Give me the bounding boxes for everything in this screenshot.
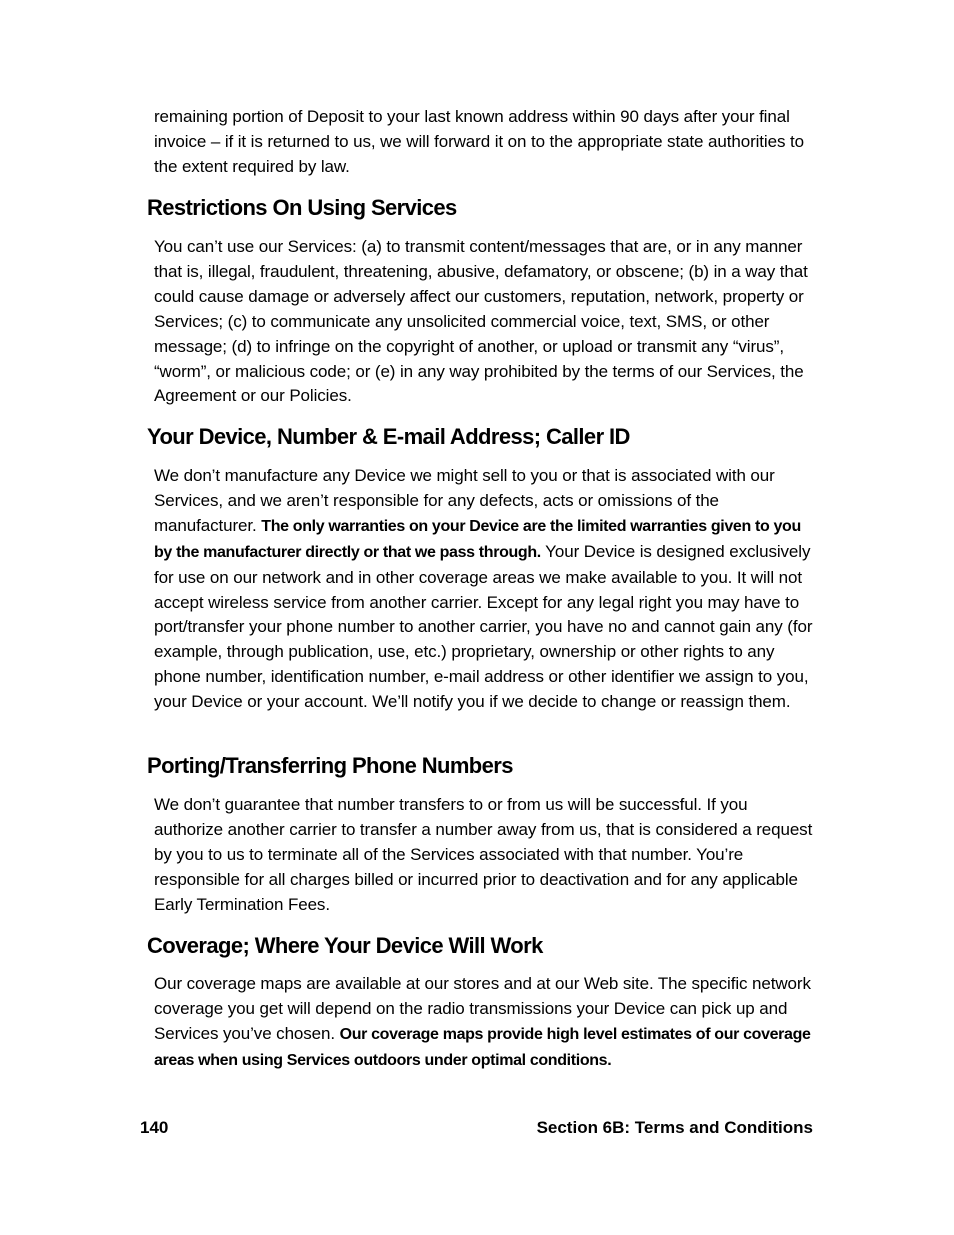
intro-paragraph: remaining portion of Deposit to your last known address within 90 days after your final invoice – if it is returned to us, we will forward it on to the appropriate state authorities to the extent required by law.	[154, 107, 804, 176]
section-title: Section 6B: Terms and Conditions	[536, 1118, 813, 1137]
device-warranty-bold: The only warranties on your Device are the limited warranties given to you by the manufacturer directly or that we pass through.	[154, 517, 801, 561]
restrictions-heading: Restrictions On Using Services	[147, 195, 457, 220]
device-text-1: We don’t manufacture any Device we might sell to you or that is associated with our Services, and we aren’t responsible for any defects, acts or omissions of the manufacturer.	[154, 466, 775, 535]
device-paragraph	[154, 464, 814, 715]
coverage-paragraph	[154, 972, 814, 1074]
coverage-heading: Coverage; Where Your Device Will Work	[147, 933, 543, 958]
coverage-text-1: Our coverage maps are available at our stores and at our Web site. The specific network coverage you get will depend on the radio transmissions your Device can pick up and Services you’ve chosen.	[154, 974, 811, 1043]
porting-paragraph: We don’t guarantee that number transfers to or from us will be successful. If you authorize another carrier to transfer a number away from us, that is considered a request by you to us to terminate all of the Services associated with that number. You’re responsible for all charges billed or incurred prior to deactivation and for any applicable Early Termination Fees.	[154, 795, 813, 914]
coverage-maps-bold: Our coverage maps provide high level estimates of our coverage areas when using Services outdoors under optimal conditions.	[154, 1025, 811, 1069]
page-number: 140	[140, 1118, 169, 1137]
porting-heading: Porting/Transferring Phone Numbers	[147, 753, 513, 778]
device-text-2: Your Device is designed exclusively for use on our network and in other coverage areas we make available to you. It will not accept wireless service from another carrier. Except for any legal right you may have to port/transfer your phone number to another carrier, you have no and cannot gain any (for example, through publication, use, etc.) proprietary, ownership or other rights to any phone number, identification number, e-mail address or other identifier we assign to you, your Device or your account. We’ll notify you if we decide to change or reassign them.	[154, 541, 813, 712]
device-heading: Your Device, Number & E-mail Address; Caller ID	[147, 424, 630, 449]
restrictions-paragraph: You can’t use our Services: (a) to transmit content/messages that are, or in any manner that is, illegal, fraudulent, threatening, abusive, defamatory, or obscene; (b) in a way that could cause damage or adversely affect our customers, reputation, network, property or Services; (c) to communicate any unsolicited commercial voice, text, SMS, or other message; (d) to infringe on the copyright of another, or upload or transmit any “virus”, “worm”, or malicious code; or (e) in any way prohibited by the terms of our Services, the Agreement or our Policies.	[154, 237, 808, 406]
